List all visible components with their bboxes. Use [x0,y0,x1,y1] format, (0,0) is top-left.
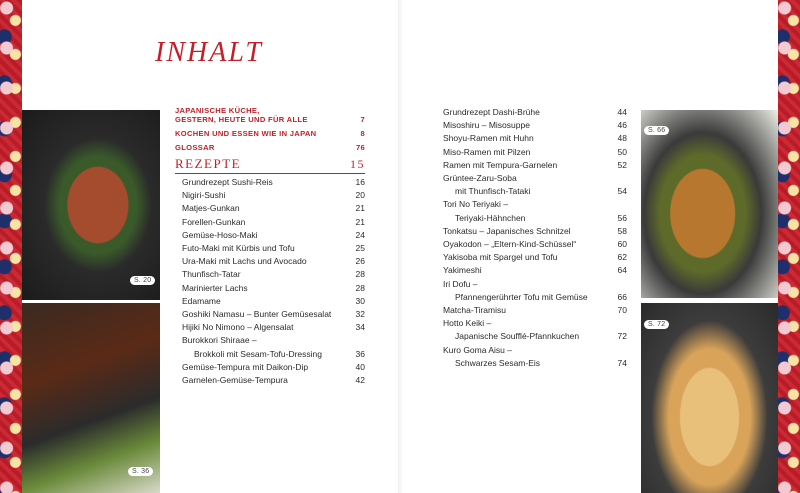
page-gutter [398,0,404,493]
toc-entry[interactable]: Hotto Keiki – Japanische Soufflé-Pfannkuchen 72 [443,318,627,342]
toc-section-label: REZEPTE [175,156,242,171]
toc-page-number: 7 [360,115,365,124]
toc-main-label: JAPANISCHE KÜCHE, [175,106,260,115]
toc-entry[interactable]: Edamame 30 [182,295,365,306]
toc-entry[interactable]: Hijiki No Nimono – Algensalat 34 [182,322,365,333]
photo-teriyaki-skewers [22,303,160,493]
toc-left-column [175,106,365,387]
photo-salmon-tatar [22,110,160,300]
toc-entry[interactable]: Garnelen-Gemüse-Tempura 42 [182,375,365,386]
toc-entry[interactable]: Nigiri-Sushi 20 [182,190,365,201]
toc-page-number: 15 [350,157,365,171]
toc-main-item[interactable] [175,129,365,138]
toc-entry[interactable]: Tonkatsu – Japanisches Schnitzel 58 [443,225,627,236]
toc-entry[interactable]: Thunfisch-Tatar 28 [182,269,365,280]
toc-entry[interactable]: Oyakodon – „Eltern-Kind-Schüssel“ 60 [443,239,627,250]
photo-page-tag: S. 66 [644,126,669,135]
page-title: INHALT [155,37,263,68]
toc-entry[interactable]: Gemüse-Tempura mit Daikon-Dip 40 [182,361,365,372]
toc-entry[interactable]: Grundrezept Sushi-Reis 16 [182,177,365,187]
toc-entry[interactable]: Yakimeshi 64 [443,265,627,276]
photo-yakisoba-pan [641,110,778,298]
photo-page-tag: S. 20 [130,276,155,285]
toc-main-label: GLOSSAR [175,143,215,152]
toc-entry[interactable]: Forellen-Gunkan 21 [182,216,365,227]
toc-main-label-line2: GESTERN, HEUTE UND FÜR ALLE [175,115,308,124]
toc-entry[interactable]: Shoyu-Ramen mit Huhn 48 [443,133,627,144]
toc-entry[interactable]: Matjes-Gunkan 21 [182,203,365,214]
toc-entry[interactable]: Ura-Maki mit Lachs und Avocado 26 [182,256,365,267]
toc-section-rezepte[interactable] [175,156,365,174]
decorative-pattern-left [0,0,22,493]
toc-entry[interactable]: Gemüse-Hoso-Maki 24 [182,229,365,240]
toc-entry[interactable]: Matcha-Tiramisu 70 [443,305,627,316]
toc-entry[interactable]: Grüntee-Zaru-Soba mit Thunfisch-Tataki 54 [443,173,627,197]
toc-entry[interactable]: Burokkori Shiraae – Brokkoli mit Sesam-Tofu-Dressing 36 [182,335,365,359]
toc-entry[interactable]: Tori No Teriyaki – Teriyaki-Hähnchen 56 [443,199,627,223]
toc-page-number: 8 [360,129,365,138]
toc-main-label: KOCHEN UND ESSEN WIE IN JAPAN [175,129,317,138]
toc-entry[interactable]: Misoshiru – Misosuppe 46 [443,120,627,131]
toc-entry[interactable]: Yakisoba mit Spargel und Tofu 62 [443,252,627,263]
toc-entry[interactable]: Grundrezept Dashi-Brühe 44 [443,107,627,117]
photo-souffle-pancakes [641,303,778,493]
toc-entry[interactable]: Futo-Maki mit Kürbis und Tofu 25 [182,243,365,254]
toc-entry[interactable]: Ramen mit Tempura-Garnelen 52 [443,159,627,170]
decorative-pattern-right [778,0,800,493]
toc-entry[interactable]: Miso-Ramen mit Pilzen 50 [443,146,627,157]
photo-page-tag: S. 72 [644,320,669,329]
toc-entry[interactable]: Kuro Goma Aisu – Schwarzes Sesam-Eis 74 [443,344,627,368]
toc-main-item[interactable] [175,106,365,124]
toc-page-number: 76 [355,143,365,152]
toc-right-column [443,106,627,370]
toc-entry[interactable]: Marinierter Lachs 28 [182,282,365,293]
toc-entry[interactable]: Iri Dofu – Pfannengerührter Tofu mit Gemüse 66 [443,278,627,302]
toc-main-item[interactable] [175,143,365,152]
toc-entry[interactable]: Goshiki Namasu – Bunter Gemüsesalat 32 [182,309,365,320]
photo-page-tag: S. 36 [128,467,153,476]
